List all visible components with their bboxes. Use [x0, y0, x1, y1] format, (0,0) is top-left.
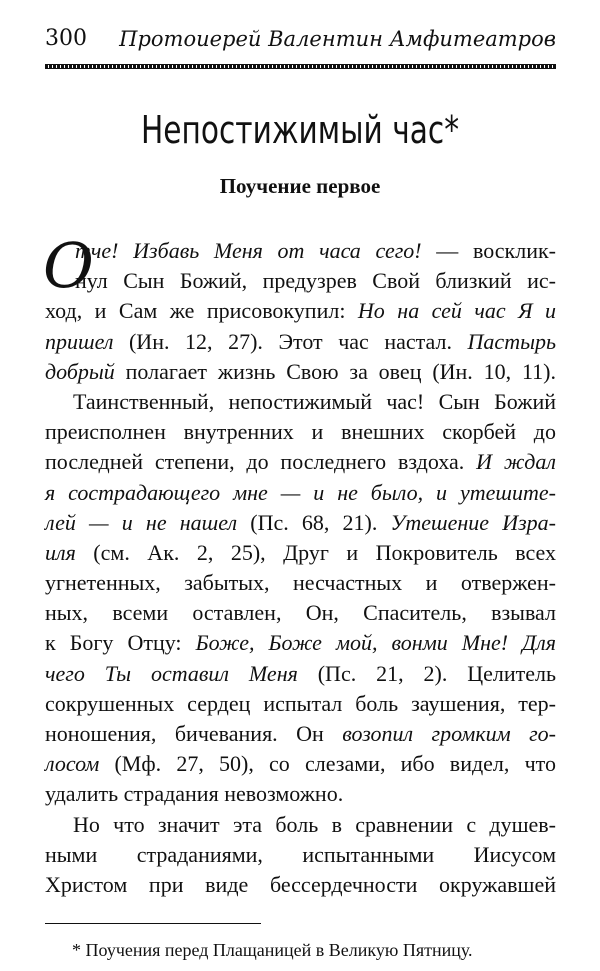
- italic-quote: иля: [45, 539, 76, 565]
- italic-quote: лей — и не нашел: [45, 509, 238, 535]
- body-text: [43, 229, 557, 900]
- text-segment: (Пс. 68, 21).: [237, 509, 391, 535]
- chapter-title: Непостижимый час*: [140, 108, 460, 152]
- text-segment: последней степени, до последнего вздоха.: [45, 449, 477, 475]
- text-line: [45, 870, 556, 900]
- italic-quote: пришел: [45, 328, 114, 354]
- text-segment: удалить страдания невозможно.: [45, 781, 344, 807]
- text-line: [45, 236, 556, 266]
- text-segment: сокрушенных сердец испытал боль заушения, тер-: [45, 690, 556, 716]
- drop-cap: О: [43, 229, 94, 302]
- text-line: [45, 266, 556, 296]
- italic-quote: чего Ты оставил Меня: [45, 660, 298, 686]
- text-line: [45, 508, 556, 538]
- text-segment: угнетенных, забытых, несчастных и отвержен-: [45, 570, 556, 596]
- page-number: 300: [45, 26, 87, 51]
- chapter-subtitle: Поучение первое: [219, 174, 381, 198]
- text-line: [45, 478, 556, 508]
- footnote: * Поучения перед Плащаницей в Великую Пятницу.: [72, 940, 473, 960]
- text-segment: ными страданиями, испытанными Иисусом: [45, 841, 556, 867]
- text-line: [45, 810, 556, 840]
- text-segment: ных, всеми оставлен, Он, Спаситель, взывал: [45, 600, 556, 626]
- footnote-divider: [45, 923, 261, 924]
- italic-quote: Но на сей час Я и: [357, 298, 557, 324]
- text-segment: к Богу Отцу:: [45, 630, 196, 656]
- text-segment: Таинственный, непостижимый час! Сын Божий: [73, 388, 556, 414]
- text-segment: ноношения, бичевания. Он: [45, 721, 343, 746]
- text-segment: — восклик-: [421, 238, 556, 263]
- text-segment: (Мф. 27, 50), со слезами, ибо видел, что: [99, 751, 556, 777]
- text-line: [45, 568, 556, 598]
- text-line: [45, 719, 556, 749]
- text-line: [45, 417, 556, 447]
- text-line: [45, 357, 556, 387]
- text-line: [45, 779, 556, 809]
- text-line: [45, 659, 556, 689]
- italic-quote: тче! Избавь Меня от часа сего!: [75, 238, 422, 263]
- italic-quote: добрый: [45, 358, 115, 384]
- text-line: [45, 689, 556, 719]
- italic-quote: Боже, Боже мой, вонми Мне! Для: [195, 630, 556, 656]
- text-segment: Но что значит эта боль в сравнении с душев-: [73, 811, 556, 837]
- italic-quote: лосом: [45, 751, 100, 777]
- text-line: [45, 327, 556, 357]
- text-line: [45, 538, 556, 568]
- italic-quote: Утешение Изра-: [390, 509, 557, 535]
- italic-quote: И ждал: [476, 449, 557, 475]
- text-segment: преисполнен внутренних и внешних скорбей до: [45, 419, 556, 445]
- text-segment: нул Сын Божий, предузрев Свой близкий ис-: [75, 268, 556, 294]
- text-segment: (Ин. 12, 27). Этот час настал.: [113, 328, 468, 354]
- text-line: [45, 296, 556, 326]
- italic-quote: я сострадающего мне — и не было, и утешите-: [45, 479, 556, 505]
- header-ornamental-rule: [45, 64, 556, 69]
- italic-quote: Пастырь: [467, 328, 556, 354]
- running-header-author: Протоиерей Валентин Амфитеатров: [119, 27, 556, 51]
- text-segment: полагает жизнь Свою за овец (Ин. 10, 11).: [114, 358, 556, 384]
- text-line: [45, 387, 556, 417]
- text-line: [45, 447, 556, 477]
- text-segment: ход, и Сам же присовокупил:: [45, 298, 358, 324]
- text-line: [45, 840, 556, 870]
- italic-quote: возопил громким го-: [342, 721, 556, 746]
- text-line: [45, 598, 556, 628]
- text-segment: (см. Ак. 2, 25), Друг и Покровитель всех: [75, 539, 556, 565]
- text-line: [45, 749, 556, 779]
- text-segment: (Пс. 21, 2). Целитель: [297, 660, 556, 686]
- text-line: [45, 628, 556, 658]
- text-segment: Христом при виде бессердечности окружавшей: [45, 871, 556, 897]
